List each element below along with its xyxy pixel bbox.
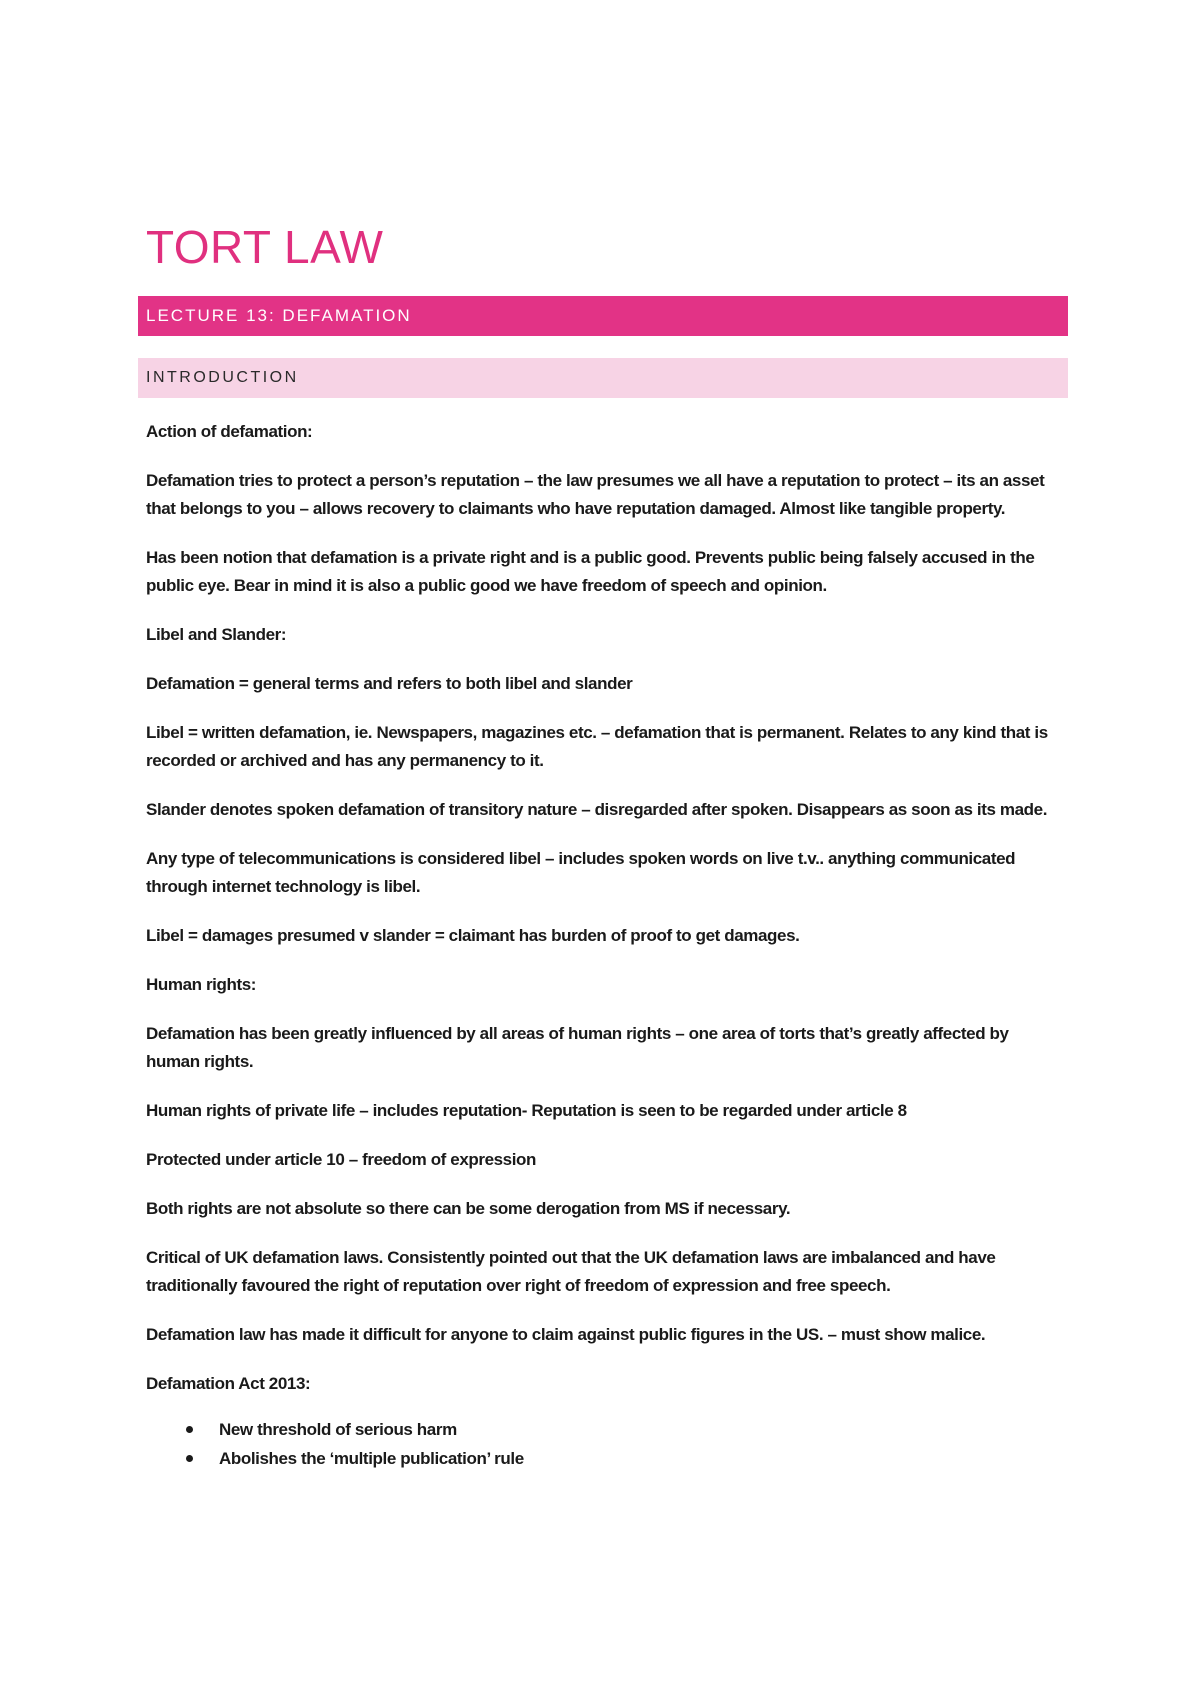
- document-page: [138, 222, 1068, 1473]
- list-item-text: Abolishes the ‘multiple publication’ rule: [219, 1448, 524, 1468]
- list-item: [146, 1415, 1064, 1444]
- subheading: Defamation Act 2013:: [146, 1373, 311, 1393]
- subheading: Human rights:: [146, 974, 257, 994]
- subheading: Libel and Slander:: [146, 624, 287, 644]
- bullet-icon: [186, 1426, 193, 1433]
- paragraph: Slander denotes spoken defamation of transitory nature – disregarded after spoken. Disappears as soon as its made.: [146, 799, 1048, 819]
- paragraph: Libel = damages presumed v slander = claimant has burden of proof to get damages.: [146, 925, 800, 945]
- paragraph: Defamation law has made it difficult for anyone to claim against public figures in the US. – must show malice.: [146, 1324, 986, 1344]
- paragraph: Any type of telecommunications is considered libel – includes spoken words on live t.v.. anything communicated through internet technology is libel.: [146, 848, 1016, 896]
- paragraph: Protected under article 10 – freedom of expression: [146, 1149, 537, 1169]
- paragraph: Defamation = general terms and refers to both libel and slander: [146, 673, 633, 693]
- list-item: [146, 1444, 1064, 1473]
- paragraph: Both rights are not absolute so there can be some derogation from MS if necessary.: [146, 1198, 791, 1218]
- paragraph: Libel = written defamation, ie. Newspapers, magazines etc. – defamation that is permanent. Relates to any kind that is recorded or archived and has any permanency to it.: [146, 722, 1048, 770]
- bullet-list: [146, 1415, 1064, 1473]
- paragraph: Critical of UK defamation laws. Consistently pointed out that the UK defamation laws are imbalanced and have traditionally favoured the right of reputation over right of freedom of expression and free speech.: [146, 1247, 996, 1295]
- paragraph: Defamation has been greatly influenced by all areas of human rights – one area of torts that’s greatly affected by human rights.: [146, 1023, 1009, 1071]
- paragraph: Has been notion that defamation is a private right and is a public good. Prevents public being falsely accused in the public eye. Bear in mind it is also a public good we have freedom of speech and opinion.: [146, 547, 1035, 595]
- bullet-icon: [186, 1455, 193, 1462]
- paragraph: Defamation tries to protect a person’s reputation – the law presumes we all have a reputation to protect – its an asset that belongs to you – allows recovery to claimants who have reputation damaged. Almost like tangible property.: [146, 470, 1045, 518]
- section-heading: INTRODUCTION: [138, 358, 1068, 398]
- document-title: TORT LAW: [146, 221, 384, 273]
- lecture-heading: LECTURE 13: DEFAMATION: [138, 296, 1068, 336]
- document-body: [138, 418, 1068, 1473]
- paragraph: Human rights of private life – includes reputation- Reputation is seen to be regarded under article 8: [146, 1100, 907, 1120]
- list-item-text: New threshold of serious harm: [219, 1419, 457, 1439]
- subheading: Action of defamation:: [146, 421, 313, 441]
